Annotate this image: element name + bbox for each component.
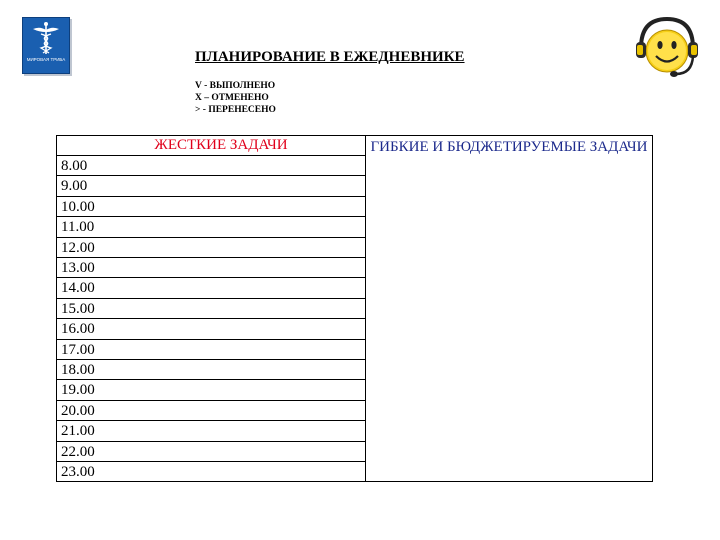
flexible-tasks-header: ГИБКИЕ И БЮДЖЕТИРУЕМЫЕ ЗАДАЧИ	[370, 139, 648, 155]
hour-row[interactable]: 19.00	[57, 380, 365, 400]
hour-row[interactable]: 9.00	[57, 176, 365, 196]
hour-row[interactable]: 17.00	[57, 340, 365, 360]
hour-row[interactable]: 14.00	[57, 278, 365, 298]
hour-row[interactable]: 16.00	[57, 319, 365, 339]
hour-row[interactable]: 18.00	[57, 360, 365, 380]
page-title: ПЛАНИРОВАНИЕ В ЕЖЕДНЕВНИКЕ	[195, 49, 465, 65]
logo-text: МИРОВАЯ ТРИБА	[26, 57, 66, 62]
legend	[195, 80, 276, 116]
hour-row[interactable]: 20.00	[57, 401, 365, 421]
hour-row[interactable]: 12.00	[57, 238, 365, 258]
hard-tasks-table	[56, 135, 366, 482]
hour-row[interactable]: 22.00	[57, 442, 365, 462]
hour-row[interactable]: 11.00	[57, 217, 365, 237]
smiley-headset-icon	[632, 14, 702, 82]
hour-row[interactable]: 21.00	[57, 421, 365, 441]
flexible-tasks-table[interactable]	[365, 135, 653, 482]
legend-postponed: > - ПЕРЕНЕСЕНО	[195, 105, 276, 115]
legend-done: V - ВЫПОЛНЕНО	[195, 81, 276, 91]
logo	[22, 17, 70, 74]
hour-row[interactable]: 8.00	[57, 156, 365, 176]
hour-row[interactable]: 23.00	[61, 464, 95, 480]
hour-row[interactable]: 10.00	[57, 197, 365, 217]
hour-row[interactable]: 15.00	[57, 299, 365, 319]
caduceus-icon	[23, 18, 69, 73]
hour-row[interactable]: 13.00	[57, 258, 365, 278]
legend-cancelled: Х – ОТМЕНЕНО	[195, 93, 269, 103]
hard-tasks-header: ЖЕСТКИЕ ЗАДАЧИ	[57, 136, 365, 156]
